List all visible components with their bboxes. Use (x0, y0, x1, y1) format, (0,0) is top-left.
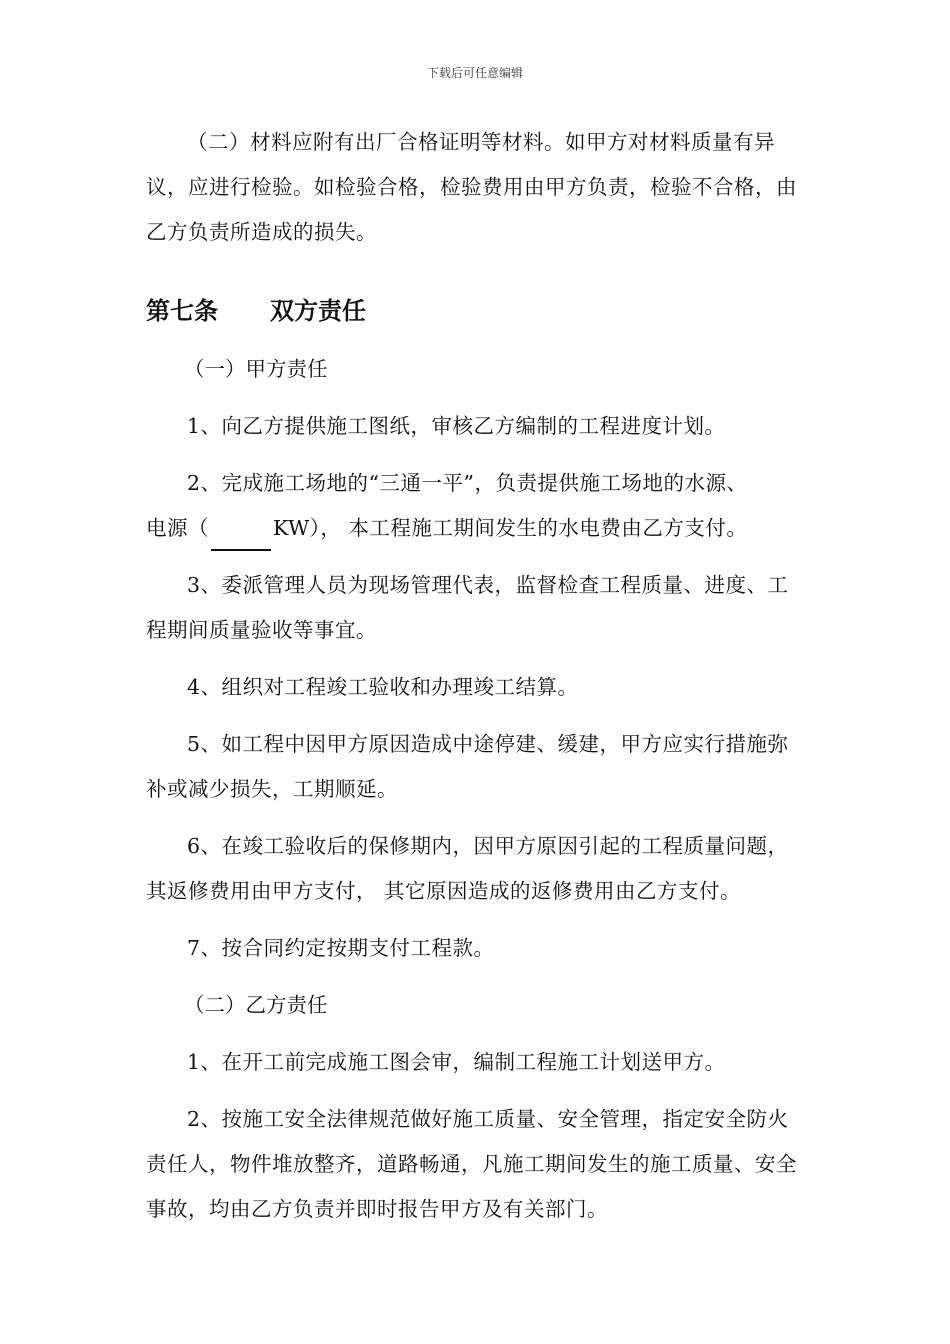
document-body (146, 120, 806, 1232)
article-heading (146, 291, 806, 331)
party-a-heading: （一）甲方责任 (184, 357, 328, 381)
party-a-item-4: 4、组织对工程竣工验收和办理竣工结算。 (187, 675, 579, 699)
power-source-rest: KW）， 本工程施工期间发生的水电费由乙方支付。 (273, 516, 748, 540)
article-title: 双方责任 (270, 297, 366, 325)
party-b-heading: （二）乙方责任 (184, 993, 328, 1017)
power-source-label: 电源（ (146, 516, 209, 540)
party-a-item-2 (146, 461, 806, 551)
party-b-item-1: 1、在开工前完成施工图会审，编制工程施工计划送甲方。 (187, 1050, 726, 1074)
party-a-item-1: 1、向乙方提供施工图纸，审核乙方编制的工程进度计划。 (187, 414, 726, 438)
power-capacity-blank (211, 529, 271, 551)
article-number: 第七条 (146, 297, 218, 325)
party-a-item-7: 7、按合同约定按期支付工程款。 (187, 936, 495, 960)
party-a-item-2-line-1: 2、完成施工场地的“三通一平”，负责提供施工场地的水源、 (187, 471, 748, 495)
page-header: 下载后可任意编辑 (426, 66, 523, 80)
party-a-item-6: 6、在竣工验收后的保修期内，因甲方原因引起的工程质量问题，其返修费用由甲方支付， 其它原因造成的返修费用由乙方支付。 (146, 834, 789, 903)
party-a-item-2-line-2 (146, 506, 806, 551)
party-a-item-5: 5、如工程中因甲方原因造成中途停建、缓建，甲方应实行措施弥补或减少损失，工期顺延。 (146, 732, 789, 801)
paragraph-materials-certificate: （二）材料应附有出厂合格证明等材料。如甲方对材料质量有异议，应进行检验。如检验合格，检验费用由甲方负责，检验不合格，由乙方负责所造成的损失。 (146, 130, 797, 244)
party-a-item-3: 3、委派管理人员为现场管理代表，监督检查工程质量、进度、工程期间质量验收等事宜。 (146, 573, 789, 642)
party-b-item-2: 2、按施工安全法律规范做好施工质量、安全管理，指定安全防火责任人，物件堆放整齐，道路畅通，凡施工期间发生的施工质量、安全事故，均由乙方负责并即时报告甲方及有关部门。 (146, 1107, 797, 1221)
